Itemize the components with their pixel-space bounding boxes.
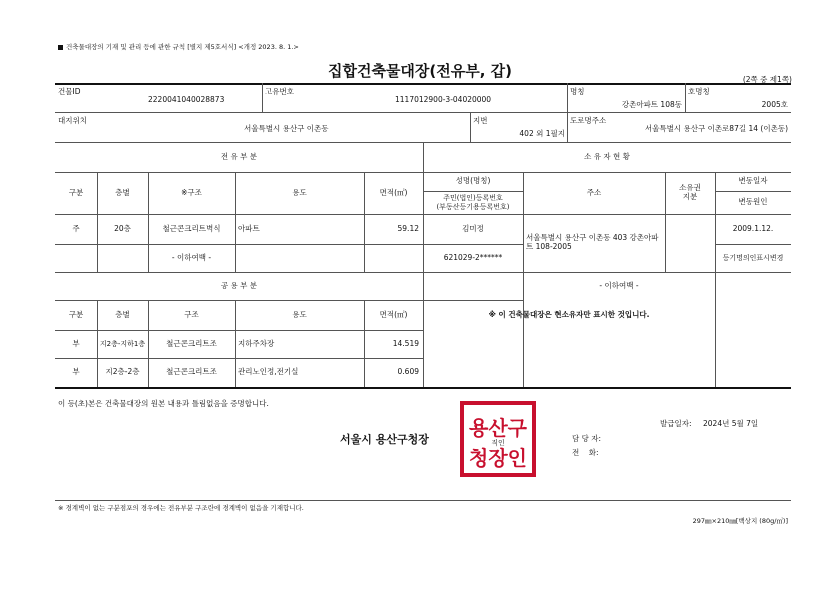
common-row-floor: 지2층-2층 (105, 367, 140, 377)
issuer-name: 서울시 용산구청장 (340, 433, 429, 446)
site-location: 서울특별시 용산구 이촌동 (244, 124, 329, 133)
page-title: 집합건축물대장(전유부, 갑) (327, 62, 513, 80)
col-structure: ※구조 (181, 187, 202, 197)
road-label: 도로명주소 (570, 116, 607, 125)
common-row-use: 관리노인정,전기실 (238, 367, 299, 377)
name-label: 명칭 (570, 87, 585, 96)
svg-text:용산구: 용산구 (469, 416, 527, 440)
common-row-use: 지하주차장 (238, 338, 275, 348)
common-row-structure: 철근콘크리트조 (166, 338, 217, 348)
ex-row-structure: 철근콘크리트벽식 (162, 223, 221, 233)
phone-label: 전 화: (572, 448, 599, 457)
col-floor: 층별 (115, 187, 130, 197)
ex-row-area: 59.12 (397, 223, 419, 233)
form-reference (58, 42, 299, 51)
official-seal-icon (459, 400, 537, 478)
col-address: 주소 (586, 187, 602, 197)
col-use: 용도 (292, 187, 307, 197)
unique-no: 1117012900-3-04020000 (395, 95, 492, 104)
common-row-area: 14.519 (392, 338, 419, 348)
road-address: 서울특별시 용산구 이촌로87길 14 (이촌동) (644, 124, 788, 133)
common-col-floor: 층별 (115, 309, 130, 319)
svg-text:직인: 직인 (491, 439, 505, 447)
common-col-use: 용도 (292, 309, 307, 319)
certification-text: 이 등(초)본은 건축물대장의 원본 내용과 틀림없음을 증명합니다. (58, 399, 269, 408)
common-row-floor: 지2층-지하1층 (99, 339, 146, 348)
owner-notice: ※ 이 건축물대장은 현소유자만 표시한 것입니다. (488, 309, 650, 319)
ho-name: 2005호 (761, 100, 788, 109)
form-reference-text: 건축물대장의 기재 및 관리 등에 관한 규칙 [별지 제5호서식] <개정 2023. 8. 1.> (66, 43, 299, 51)
lot-number: 402 외 1필지 (519, 129, 565, 138)
owner-name: 김미정 (462, 223, 484, 233)
lot-label: 지번 (473, 116, 488, 125)
owner-section-title: 소 유 자 현 황 (584, 151, 630, 161)
col-reg-no: 주민(법인)등록번호 (부동산등기용등록번호) (436, 194, 510, 211)
common-row-type: 부 (72, 367, 80, 377)
col-area: 면적(㎡) (379, 187, 408, 197)
building-name: 강촌아파트 108동 (621, 100, 682, 109)
common-section-title: 공 용 부 분 (220, 280, 258, 290)
unique-no-label: 고유번호 (265, 87, 294, 96)
ex-row-use: 아파트 (238, 223, 260, 233)
common-row-area: 0.609 (397, 367, 419, 377)
common-col-type: 구분 (68, 309, 84, 319)
contact-label: 담 당 자: (572, 434, 602, 443)
common-col-structure: 구조 (184, 309, 199, 319)
col-owner-name: 성명(명칭) (455, 176, 491, 186)
col-change-reason: 변동원인 (738, 197, 768, 207)
issue-date-label: 발급일자: (660, 419, 692, 428)
issue-date: 2024년 5월 7일 (703, 419, 759, 428)
col-change-date: 변동일자 (738, 176, 768, 186)
ex-blank: - 이하여백 - (171, 252, 212, 262)
ho-label: 호명칭 (688, 87, 710, 96)
site-label: 대지위치 (58, 116, 87, 125)
common-row-structure: 철근콘크리트조 (166, 367, 217, 377)
building-id: 2220041040028873 (148, 95, 225, 104)
owner-blank: - 이하여백 - (599, 280, 639, 290)
col-type: 구분 (68, 187, 84, 197)
common-col-area: 면적(㎡) (379, 309, 408, 319)
owner-address: 서울특별시 용산구 이촌동 403 강촌아파트 108-2005 (526, 233, 659, 251)
building-id-label: 건물ID (58, 87, 81, 96)
owner-reg-no: 621029-2****** (443, 252, 503, 262)
footer-note: ※ 경계벽이 없는 구분점포의 경우에는 전유부분 구조란에 경계벽이 없음을 기재합니다. (58, 504, 304, 512)
common-row-type: 부 (72, 338, 80, 348)
owner-change-reason: 등기명의인표시변경 (722, 253, 784, 262)
ex-row-type: 주 (72, 223, 80, 233)
col-share: 소유권 지분 (679, 183, 701, 201)
ex-row-floor: 20층 (114, 223, 131, 233)
svg-text:청장인: 청장인 (469, 446, 527, 470)
bullet-icon (58, 45, 63, 50)
page-info: (2쪽 중 제1쪽) (742, 75, 792, 84)
owner-change-date: 2009.1.12. (732, 223, 774, 233)
exclusive-section-title: 전 유 부 분 (220, 151, 258, 161)
paper-spec: 297㎜×210㎜[백상지 (80g/㎡)] (692, 517, 788, 525)
